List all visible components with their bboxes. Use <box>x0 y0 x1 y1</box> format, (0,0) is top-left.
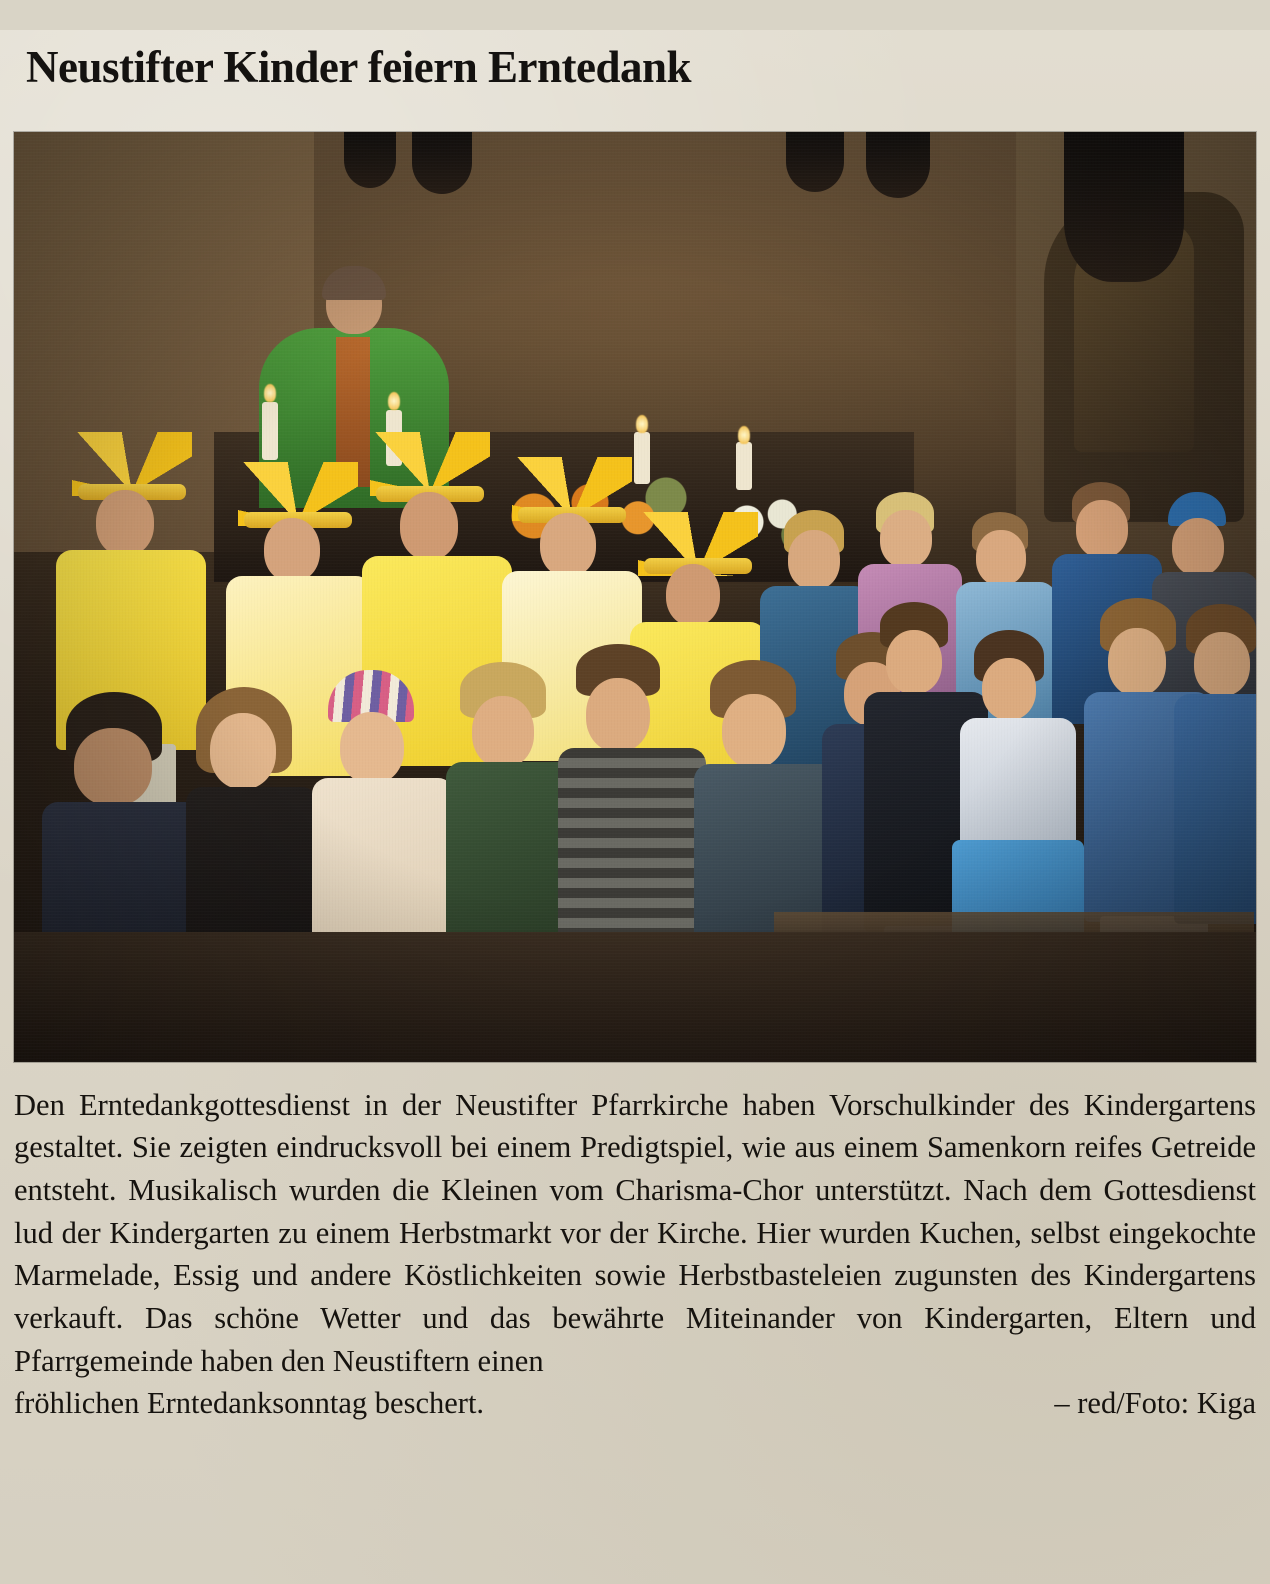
child-head <box>1194 632 1250 696</box>
child-head <box>982 658 1036 720</box>
child-head <box>666 564 720 626</box>
child-head <box>472 696 534 768</box>
ceiling-hanging <box>866 132 930 198</box>
child-head <box>210 713 276 789</box>
caption-closing-text: fröhlichen Erntedanksonntag beschert. <box>14 1386 485 1421</box>
ceiling-hanging <box>344 132 396 188</box>
article-photo <box>14 132 1256 1062</box>
child-body <box>960 718 1076 848</box>
candle-flame <box>738 426 750 444</box>
church-floor <box>14 932 1256 1062</box>
child-head <box>1076 500 1128 558</box>
child-head <box>788 530 840 590</box>
photo-credit: – red/Foto: Kiga <box>1054 1386 1256 1421</box>
ceiling-hanging <box>786 132 844 192</box>
candle-flame <box>636 415 648 433</box>
child-head <box>540 513 596 577</box>
child-head <box>886 630 942 694</box>
child-head <box>74 728 152 806</box>
priest-hair <box>322 266 386 300</box>
page-title: Neustifter Kinder feiern Erntedank <box>26 42 692 93</box>
caption-last-line <box>14 1382 1256 1425</box>
caption-text: Den Erntedankgottesdienst in der Neustifter Pfarrkirche haben Vorschulkinder des Kindergartens gestaltet. Sie zeigten eindrucksvoll bei einem Predigtspiel, wie aus einem Samenkorn reifes Getreide entsteht. Musikalisch wurden die Kleinen vom Charisma-Chor unterstützt. Nach dem Gottesdienst lud der Kindergarten zu einem Herbstmarkt vor der Kirche. Hier wurden Kuchen, selbst eingekochte Marmelade, Essig und andere Köstlichkeiten sowie Herbstbasteleien zugunsten des Kindergartens verkauft. Das schöne Wetter und das bewährte Miteinander von Kindergarten, Eltern und Pfarrgemeinde haben den Neustiftern einen <box>14 1087 1256 1378</box>
ceiling-hanging <box>1064 132 1184 282</box>
child-head <box>722 694 786 768</box>
child-head <box>1108 628 1166 696</box>
ceiling-hanging <box>412 132 472 194</box>
child-head <box>880 510 932 568</box>
child-head <box>264 518 320 582</box>
candle-flame <box>388 392 400 410</box>
child-body <box>1174 694 1256 924</box>
photo-icon <box>14 132 1256 1062</box>
child-head <box>340 712 404 784</box>
child-head <box>586 678 650 752</box>
child-head <box>96 490 154 556</box>
child-head <box>1172 518 1224 576</box>
candle-flame <box>264 384 276 402</box>
child-head <box>400 492 458 560</box>
photo-caption <box>14 1084 1256 1426</box>
newspaper-page <box>0 30 1270 1584</box>
child-head <box>976 530 1026 586</box>
altar-candle <box>262 402 278 460</box>
